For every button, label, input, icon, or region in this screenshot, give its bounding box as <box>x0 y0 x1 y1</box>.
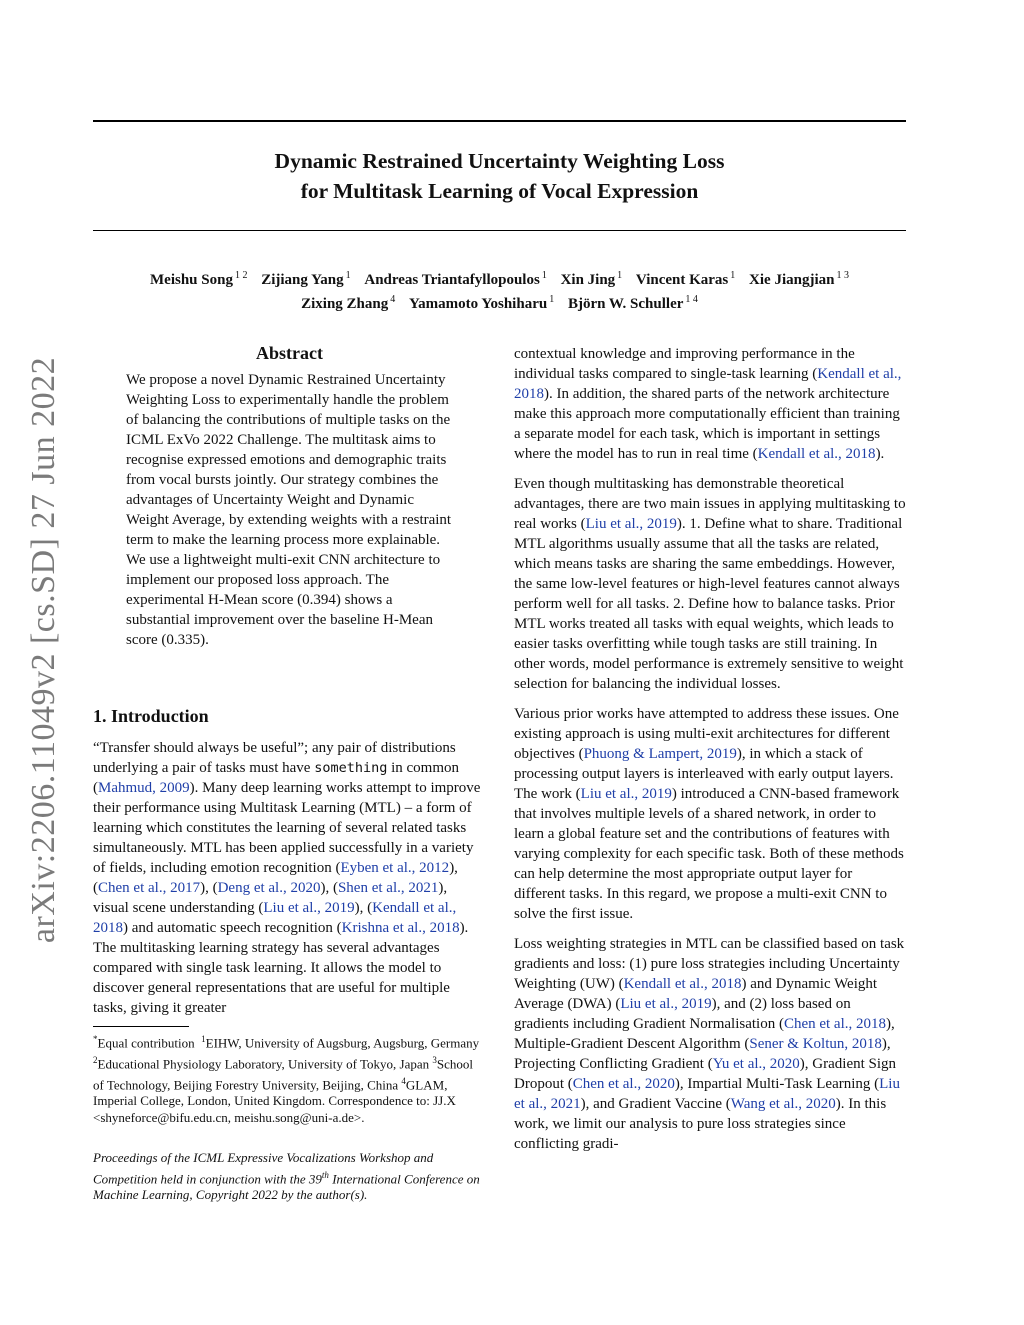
citation-link[interactable]: Kendall et al., 2018 <box>514 366 902 402</box>
author-row-1 <box>93 266 906 290</box>
citation-link[interactable]: Chen et al., 2020 <box>572 1076 675 1092</box>
title-bottom-rule <box>93 230 906 231</box>
author: Zijiang Yang $^1$ <box>261 270 351 288</box>
footnote-rule <box>93 1026 189 1027</box>
author: Yamamoto Yoshiharu $^1$ <box>408 294 555 312</box>
citation-link[interactable]: Mahmud, 2009 <box>98 780 190 796</box>
citation-link[interactable]: Yu et al., 2020 <box>712 1056 800 1072</box>
citation-link[interactable]: Liu et al., 2019 <box>580 786 672 802</box>
title-line-1: Dynamic Restrained Uncertainty Weighting Loss <box>274 149 725 173</box>
citation-link[interactable]: Kendall et al., 2018 <box>623 976 742 992</box>
affiliation-footnote: *Equal contribution $^1$EIHW, University of Augsburg, Augsburg, Germany $^2$Educational Physiology Laboratory, University of Tokyo, Japan $^3$School of Technology, Beijing Forestry University, Beijing, China $^4$GLAM, Imperial College, London, United Kingdom. Correspondence to: JJ.X <shyneforce@bifu.edu.cn, meishu.song@uni-a.de>. <box>93 1034 480 1125</box>
citation-link[interactable]: Shen et al., 2021 <box>337 880 439 896</box>
body-paragraph: Various prior works have attempted to address these issues. One existing approach is using multi-exit architectures for different objectives (Phuong & Lampert, 2019), in which a stack of processing output layers is interleaved with early output layers. The work (Liu et al., 2019) introduced a CNN-based framework that involves multiple levels of a shared network, in order to learn a global feature set and the contributions of features with varying complexity for each specific task. Both of these methods can help determine the most appropriate output layer for different tasks. In this regard, we propose a multi-exit CNN to solve the first issue. <box>514 706 904 922</box>
abstract-text: We propose a novel Dynamic Restrained Uncertainty Weighting Loss to experimentally handle the problem of balancing the contributions of multiple tasks on the ICML ExVo 2022 Challenge. The multitask aims to recognise expressed emotions and demographic traits from vocal bursts jointly. Our strategy combines the advantages of Uncertainty Weight and Dynamic Weight Average, by extending weights with a restraint term to make the learning process more explainable. We use a lightweight multi-exit CNN architecture to implement our proposed loss approach. The experimental H-Mean score (0.394) shows a substantial improvement over the baseline H-Mean score (0.335). <box>126 372 452 648</box>
arxiv-stamp: arXiv:2206.11049v2 [cs.SD] 27 Jun 2022 <box>25 356 62 944</box>
introduction-paragraph: “Transfer should always be useful”; any pair of distributions underlying a pair of tasks must have something in common (Mahmud, 2009). Many deep learning works attempt to improve their performance using Multitask Learning (MTL) – a form of learning which constitutes the learning of several related tasks simultaneously. MTL has been applied successfully in a variety of fields, including emotion recognition (Eyben et al., 2012), (Chen et al., 2017), (Deng et al., 2020), (Shen et al., 2021), visual scene understanding (Liu et al., 2019), (Kendall et al., 2018) and automatic speech recognition (Krishna et al., 2018). The multitasking learning strategy has several advantages compared with single task learning. It allows the model to discover general representations that are useful for multiple tasks, giving it greater <box>93 740 481 1016</box>
introduction-heading: 1. Introduction <box>93 706 209 726</box>
citation-link[interactable]: Eyben et al., 2012 <box>340 860 450 876</box>
citation-link[interactable]: Liu et al., 2019 <box>585 516 677 532</box>
author: Zixing Zhang $^4$ <box>301 294 396 312</box>
citation-link[interactable]: Kendall et al., 2018 <box>93 900 457 936</box>
citation-link[interactable]: Chen et al., 2018 <box>783 1016 887 1032</box>
author: Andreas Triantafyllopoulos $^1$ <box>364 270 547 288</box>
citation-link[interactable]: Deng et al., 2020 <box>217 880 321 896</box>
author: Vincent Karas $^1$ <box>635 270 736 288</box>
proceedings-note: Proceedings of the ICML Expressive Vocalizations Workshop and Competition held in conjunction with the 39th International Conference on Machine Learning, Copyright 2022 by the author(s). <box>93 1150 480 1203</box>
title-line-2: for Multitask Learning of Vocal Expression <box>300 179 699 203</box>
citation-link[interactable]: Liu et al., 2019 <box>263 900 355 916</box>
body-paragraph: contextual knowledge and improving performance in the individual tasks compared to single-task learning (Kendall et al., 2018). In addition, the shared parts of the network architecture make this approach more computationally efficient than training a separate model for each task, which is important in settings where the model has to run in real time (Kendall et al., 2018). <box>514 346 902 462</box>
author: Meishu Song $^{1 2}$ <box>150 270 248 288</box>
citation-link[interactable]: Kendall et al., 2018 <box>757 446 876 462</box>
citation-link[interactable]: Wang et al., 2020 <box>730 1096 836 1112</box>
author: Xin Jing $^1$ <box>560 270 623 288</box>
author-list <box>93 266 906 314</box>
paper-title <box>93 146 906 206</box>
title-top-rule <box>93 120 906 122</box>
abstract-heading: Abstract <box>256 343 323 363</box>
citation-link[interactable]: Liu et al., 2019 <box>620 996 712 1012</box>
author: Xie Jiangjian $^{1 3}$ <box>749 270 849 288</box>
citation-link[interactable]: Krishna et al., 2018 <box>341 920 460 936</box>
citation-link[interactable]: Sener & Koltun, 2018 <box>749 1036 882 1052</box>
citation-link[interactable]: Chen et al., 2017 <box>98 880 201 896</box>
right-column <box>514 344 906 1164</box>
body-paragraph: Loss weighting strategies in MTL can be classified based on task gradients and loss: (1) pure loss strategies including Uncertainty Weighting (UW) (Kendall et al., 2018) and Dynamic Weight Average (DWA) (Liu et al., 2019), and (2) loss based on gradients including Gradient Normalisation (Chen et al., 2018), Multiple-Gradient Descent Algorithm (Sener & Koltun, 2018), Projecting Conflicting Gradient (Yu et al., 2020), Gradient Sign Dropout (Chen et al., 2020), Impartial Multi-Task Learning (Liu et al., 2021), and Gradient Vaccine (Wang et al., 2020). In this work, we limit our analysis to pure loss strategies since conflicting gradi- <box>514 936 905 1152</box>
citation-link[interactable]: Phuong & Lampert, 2019 <box>583 746 737 762</box>
body-paragraph: Even though multitasking has demonstrable theoretical advantages, there are two main issues in applying multitasking to real works (Liu et al., 2019). 1. Define what to share. Traditional MTL algorithms usually assume that all the tasks are related, which means tasks are sharing the same embeddings. However, the same low-level features or high-level features cannot always perform well for all tasks. 2. Define how to balance tasks. Prior MTL works treated all tasks with equal weights, which leads to easier tasks overfitting while tough tasks are still training. In other words, model performance is extremely sensitive to weight selection for balancing the individual losses. <box>514 476 906 692</box>
author-row-2 <box>93 290 906 314</box>
citation-link[interactable]: Liu et al., 2021 <box>514 1076 900 1112</box>
inline-code: something <box>314 760 388 776</box>
author: Björn W. Schuller $^{1 4}$ <box>567 294 698 312</box>
